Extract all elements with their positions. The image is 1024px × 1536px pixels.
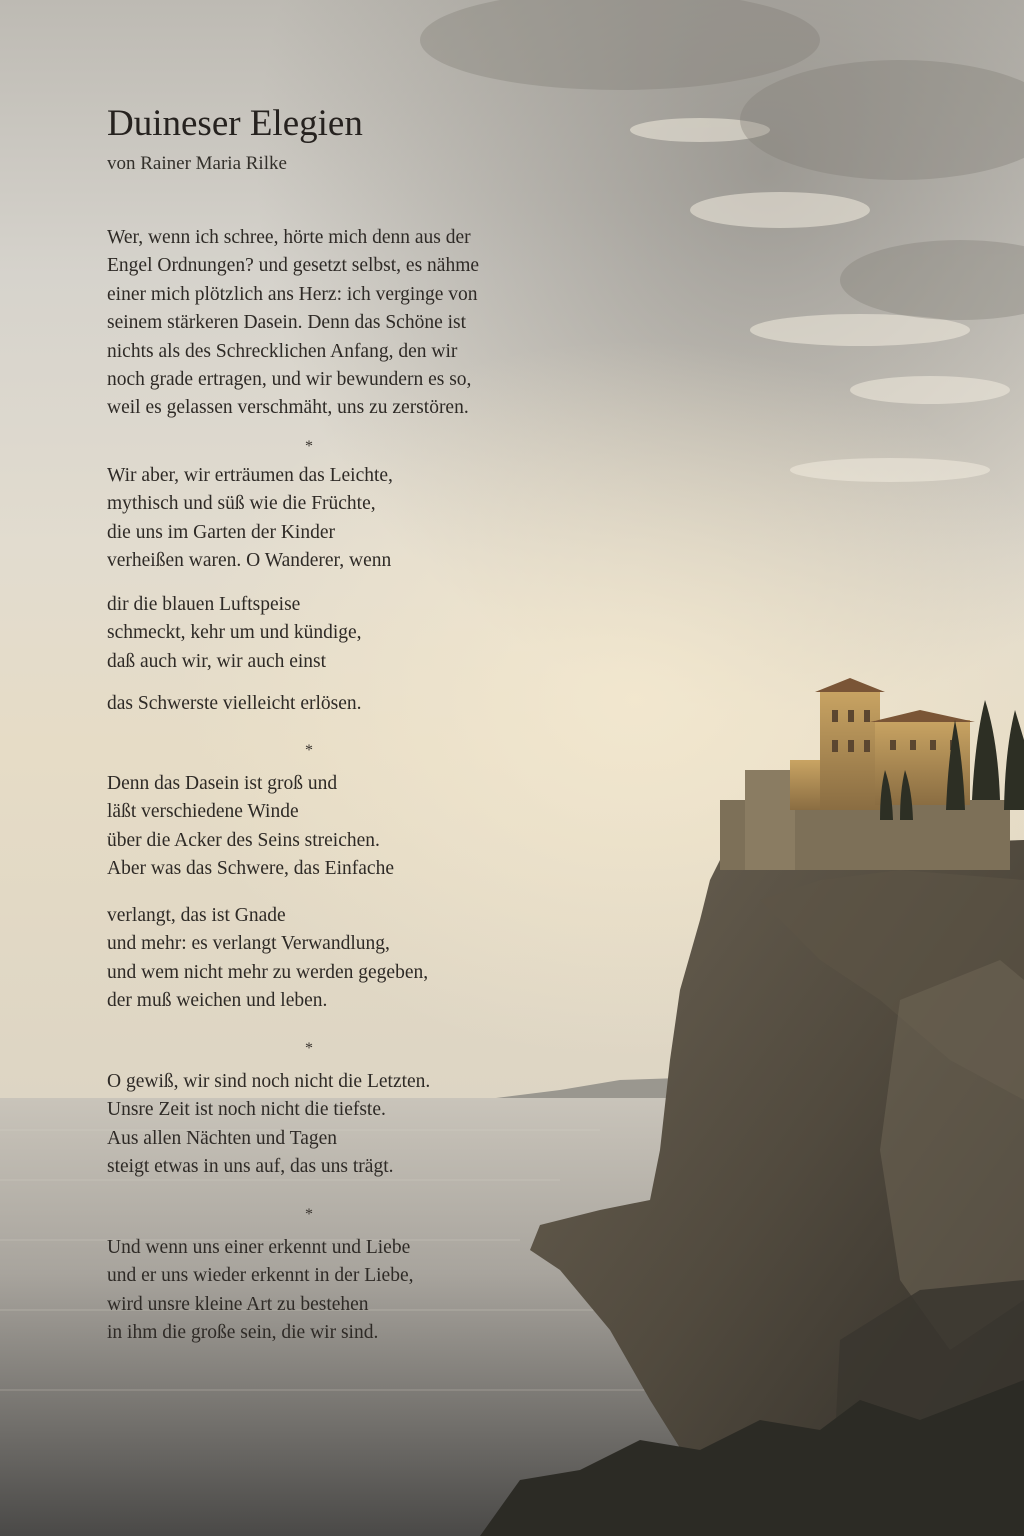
section-separator: *	[305, 438, 313, 455]
poem-line: der muß weichen und leben.	[107, 990, 328, 1012]
poem-line: seinem stärkeren Dasein. Denn das Schöne ist	[107, 312, 467, 334]
poem-line: Wir aber, wir erträumen das Leichte,	[107, 465, 393, 486]
poem-line: läßt verschiedene Winde	[107, 801, 299, 823]
stanza-8	[107, 1234, 413, 1348]
poem-line: Engel Ordnungen? und gesetzt selbst, es nähme	[107, 255, 480, 277]
poem-line: Aus allen Nächten und Tagen	[107, 1127, 338, 1149]
poem-line: Und wenn uns einer erkennt und Liebe	[107, 1237, 411, 1258]
stanza-6	[107, 902, 428, 1016]
poem-line: und wem nicht mehr zu werden gegeben,	[107, 961, 429, 983]
poem-line: nichts als des Schrecklichen Anfang, den wir	[107, 340, 458, 362]
poem-line: Unsre Zeit ist noch nicht die tiefste.	[107, 1099, 386, 1121]
poem-line: mythisch und süß wie die Früchte,	[107, 493, 376, 515]
poem-line: Wer, wenn ich schree, hörte mich denn aus der	[107, 227, 471, 248]
poem-author: von Rainer Maria Rilke	[107, 153, 287, 174]
section-separator: *	[305, 742, 313, 759]
poem-line: verlangt, das ist Gnade	[107, 905, 286, 926]
poem-line: steigt etwas in uns auf, das uns trägt.	[107, 1156, 394, 1178]
stanza-7	[107, 1068, 430, 1182]
poem-line: verheißen waren. O Wanderer, wenn	[107, 550, 392, 572]
poem-line: Denn das Dasein ist groß und	[107, 773, 338, 794]
poem-line: und er uns wieder erkennt in der Liebe,	[107, 1265, 414, 1287]
stanza-5	[107, 770, 394, 884]
poem-line: daß auch wir, wir auch einst	[107, 650, 327, 672]
stanza-1	[107, 224, 479, 423]
poem-line: einer mich plötzlich ans Herz: ich verginge von	[107, 283, 478, 305]
poem-line: und mehr: es verlangt Verwandlung,	[107, 933, 390, 955]
stanza-4	[107, 690, 362, 718]
poem-line: die uns im Garten der Kinder	[107, 521, 335, 543]
section-separator: *	[305, 1040, 313, 1057]
poem-line: dir die blauen Luftspeise	[107, 594, 301, 615]
stanza-2	[107, 462, 393, 576]
poem-title: Duineser Elegien	[107, 103, 363, 144]
poem-line: über die Acker des Seins streichen.	[107, 829, 380, 851]
poem-line: schmeckt, kehr um und kündige,	[107, 622, 362, 644]
poem-container	[107, 100, 567, 176]
section-separator: *	[305, 1206, 313, 1223]
poem-line: Aber was das Schwere, das Einfache	[107, 858, 394, 880]
poem-line: das Schwerste vielleicht erlösen.	[107, 693, 362, 714]
poem-line: wird unsre kleine Art zu bestehen	[107, 1293, 369, 1315]
poem-line: O gewiß, wir sind noch nicht die Letzten.	[107, 1071, 431, 1092]
poem-line: noch grade ertragen, und wir bewundern es so,	[107, 369, 472, 391]
poem-line: in ihm die große sein, die wir sind.	[107, 1322, 379, 1344]
stanza-3	[107, 591, 362, 676]
poem-line: weil es gelassen verschmäht, uns zu zerstören.	[107, 397, 469, 419]
